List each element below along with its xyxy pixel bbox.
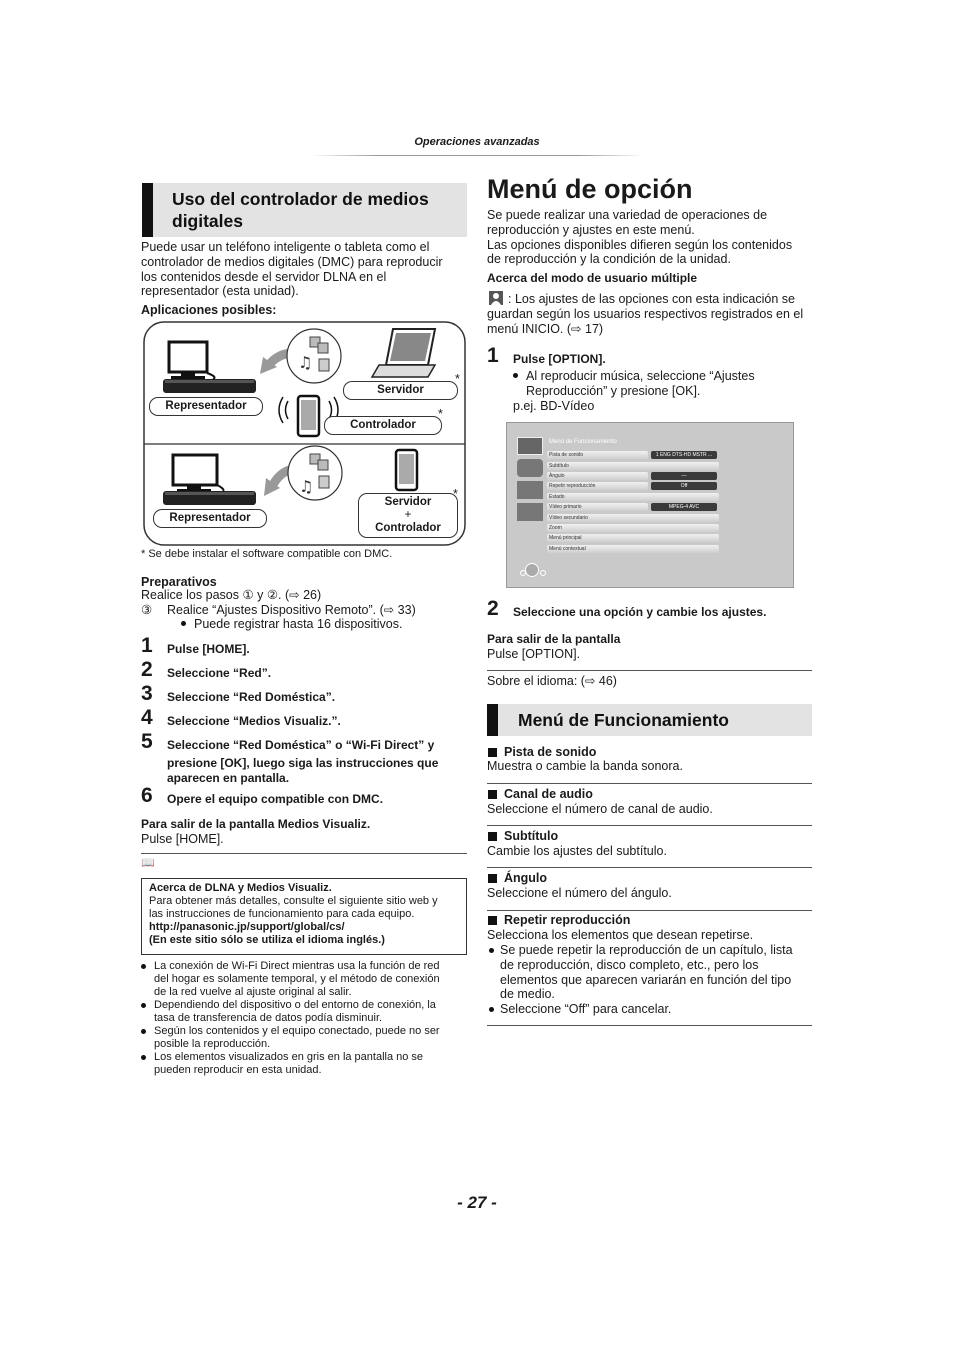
- item-title-text: Subtítulo: [504, 829, 559, 843]
- asterisk: *: [438, 407, 443, 421]
- banner-bar: [142, 183, 153, 237]
- asterisk: *: [453, 487, 458, 501]
- prep-bullet: [181, 617, 402, 632]
- section-header: Operaciones avanzadas: [414, 136, 540, 148]
- step-text: presione [OK], luego siga las instrucciones que: [167, 756, 439, 770]
- repeat-bullets: [487, 943, 817, 1017]
- box-lang-note: (En este sitio sólo se utiliza el idioma inglés.): [149, 934, 385, 946]
- item-desc: Cambie los ajustes del subtítulo.: [487, 844, 667, 858]
- bullet-text: Al reproducir música, seleccione “Ajustes: [526, 369, 755, 383]
- item-title: [488, 913, 630, 928]
- item-desc: Seleccione el número de canal de audio.: [487, 802, 713, 816]
- nav-dpad-icon: [525, 563, 539, 577]
- step-number: 5: [141, 730, 153, 753]
- item-title: [488, 787, 593, 802]
- divider: [487, 867, 812, 868]
- language-note: Sobre el idioma: (⇨ 46): [487, 674, 617, 688]
- screen-title: Menú de Funcionamiento: [549, 439, 617, 445]
- label-servidor: Servidor: [384, 496, 432, 508]
- support-url: http://panasonic.jp/support/global/cs/: [149, 921, 345, 933]
- example-label: p.ej. BD-Vídeo: [513, 399, 595, 413]
- book-icon: 📖: [141, 856, 155, 869]
- exit-text: Pulse [OPTION].: [487, 647, 581, 661]
- square-bullet: [488, 874, 497, 883]
- intro-line: reproducción y ajustes en este menú.: [487, 222, 695, 237]
- divider: [487, 783, 812, 784]
- square-bullet: [488, 790, 497, 799]
- divider: [141, 853, 467, 854]
- step-text: Pulse [HOME].: [167, 642, 250, 656]
- bullet-dot: [141, 1055, 146, 1060]
- note-line: de la red vuelve al ajuste original al salir.: [154, 986, 352, 998]
- step-text: Seleccione “Red”.: [167, 666, 272, 680]
- step-text: aparecen en pantalla.: [167, 771, 290, 785]
- step-number: 2: [487, 597, 499, 620]
- note-item: [141, 999, 471, 1025]
- playback-icon: [517, 437, 543, 455]
- note-item: [141, 960, 471, 999]
- side-icons: [517, 437, 543, 523]
- step-text: Seleccione “Red Doméstica”.: [167, 690, 336, 704]
- page-number: - 27 -: [457, 1193, 497, 1212]
- note-line: Los elementos visualizados en gris en la pantalla no se: [154, 1051, 424, 1063]
- note-line: pueden reproducir en esta unidad.: [154, 1064, 322, 1076]
- dmc-diagram: [143, 321, 466, 546]
- note-line: La conexión de Wi-Fi Direct mientras usa la función de red: [154, 960, 440, 972]
- intro-line: controlador de medios digitales (DMC) para reproducir: [141, 254, 443, 269]
- note-line: posible la reproducción.: [154, 1038, 271, 1050]
- bullet-dot: [141, 964, 146, 969]
- item-desc: Selecciona los elementos que desean repetirse.: [487, 928, 754, 942]
- box-line: Para obtener más detalles, consulte el siguiente sitio web y: [149, 895, 438, 907]
- exit-heading: Para salir de la pantalla: [487, 632, 621, 646]
- banner-title-line1: Uso del controlador de medios: [172, 189, 429, 209]
- menu-value: Off: [651, 482, 717, 490]
- intro-line: Las opciones disponibles difieren según los contenidos: [487, 237, 793, 252]
- prep-heading: Preparativos: [141, 575, 217, 589]
- notes-list: [141, 960, 471, 1077]
- header-divider: [310, 155, 645, 156]
- divider: [487, 1025, 812, 1026]
- menu-row[interactable]: Menú contextual: [547, 545, 719, 553]
- step-text: Opere el equipo compatible con DMC.: [167, 792, 384, 806]
- tv-icon: [169, 342, 207, 379]
- square-bullet: [488, 916, 497, 925]
- option-menu-screenshot: [506, 422, 794, 588]
- section-banner-menu: [487, 704, 812, 736]
- smartphone-icon: [396, 450, 417, 490]
- note-line: del hogar es solamente temporal, y el método de conexión: [154, 973, 440, 985]
- footnote: * Se debe instalar el software compatible con DMC.: [141, 548, 393, 560]
- multi-line: guardan según los usuarios respectivos registrados en el: [487, 306, 804, 321]
- apps-heading: Aplicaciones posibles:: [141, 303, 277, 317]
- divider: [487, 670, 812, 671]
- note-line: Según los contenidos y el equipo conectado, puede no ser: [154, 1025, 440, 1037]
- bullet-item: [487, 943, 817, 1002]
- label-representador-bottom: Representador: [153, 509, 267, 528]
- plus-sign: +: [404, 509, 412, 521]
- intro-line: Se puede realizar una variedad de operaciones de: [487, 208, 768, 222]
- note-line: Dependiendo del dispositivo o del entorno de conexión, la: [154, 999, 436, 1011]
- menu-row[interactable]: Ángulo: [547, 472, 648, 480]
- intro-line: de reproducción y la condición de la unidad.: [487, 252, 731, 267]
- step-number: 1: [141, 634, 153, 657]
- prep-step3-num: ③: [141, 603, 153, 617]
- menu-row[interactable]: Subtítulo: [547, 462, 719, 470]
- intro-line: Puede usar un teléfono inteligente o tableta como el: [141, 240, 430, 254]
- divider: [487, 825, 812, 826]
- bullet-line: Se puede repetir la reproducción de un capítulo, lista: [500, 943, 793, 957]
- section-banner-dmc: [142, 183, 467, 237]
- step-number: 1: [487, 344, 499, 367]
- asterisk: *: [455, 372, 460, 386]
- bullet-line: de reproducción, disco completo, etc., pero los: [500, 957, 759, 972]
- divider: [487, 910, 812, 911]
- menu-value: —: [651, 472, 717, 480]
- ok-icon: [520, 570, 526, 576]
- square-bullet: [488, 832, 497, 841]
- bullet-dot: [141, 1029, 146, 1034]
- label-servidor-controlador: [358, 493, 458, 538]
- note-item: [141, 1051, 471, 1077]
- smartphone-icon: [298, 396, 319, 436]
- menu-row[interactable]: Zoom: [547, 524, 719, 532]
- banner-title: Menú de Funcionamiento: [518, 710, 729, 730]
- bullet-dot: [141, 1003, 146, 1008]
- intro-line: representador (esta unidad).: [141, 284, 299, 299]
- note-item: [141, 1025, 471, 1051]
- step-number: 6: [141, 784, 153, 807]
- menu-value: MPEG-4 AVC: [651, 503, 717, 511]
- step-text: Seleccione “Medios Visualiz.”.: [167, 714, 341, 728]
- svg-text:♫: ♫: [299, 477, 314, 496]
- banner-title-line2: digitales: [172, 211, 243, 231]
- item-title-text: Ángulo: [504, 871, 548, 885]
- multi-line: menú INICIO. (⇨ 17): [487, 321, 604, 336]
- bullet-line: elementos que aparecen variarán en función del tipo: [500, 972, 792, 987]
- item-title-text: Repetir reproducción: [504, 913, 631, 927]
- settings-icon: [517, 503, 543, 521]
- menu-row[interactable]: Menú principal: [547, 534, 719, 542]
- exit-heading: Para salir de la pantalla Medios Visualiz.: [141, 817, 371, 831]
- square-bullet: [488, 748, 497, 757]
- menu-row[interactable]: Repetir reproducción: [547, 482, 648, 490]
- menu-value: 1 ENG DTS-HD MSTR ...: [651, 451, 717, 459]
- item-desc: Muestra o cambie la banda sonora.: [487, 759, 683, 773]
- audio-icon: [517, 459, 543, 477]
- box-line: las instrucciones de funcionamiento para cada equipo.: [149, 908, 415, 920]
- step-text: Seleccione “Red Doméstica” o “Wi-Fi Direct” y: [167, 738, 435, 752]
- menu-row[interactable]: Pista de sonido: [547, 451, 648, 459]
- bullet-line: Seleccione “Off” para cancelar.: [500, 1002, 672, 1017]
- label-controlador: Controlador: [375, 522, 441, 534]
- bullet-line: de medio.: [500, 987, 555, 1002]
- prep-step3: Realice “Ajustes Dispositivo Remoto”. (⇨ 33): [167, 603, 416, 617]
- step-number: 2: [141, 658, 153, 681]
- page-title: Menú de opción: [487, 174, 693, 204]
- step-text: Pulse [OPTION].: [513, 352, 606, 366]
- multi-user-text: [487, 292, 817, 336]
- step-number: 4: [141, 706, 153, 729]
- exit-text: Pulse [HOME].: [141, 832, 224, 846]
- return-icon: [540, 570, 546, 576]
- prep-bullet-text: Puede registrar hasta 16 dispositivos.: [194, 617, 403, 631]
- svg-text:♫: ♫: [298, 353, 313, 372]
- step-text: Seleccione una opción y cambie los ajustes.: [513, 605, 767, 619]
- bullet-dot: [489, 948, 494, 953]
- label-controlador-top: Controlador: [324, 416, 442, 435]
- prep-line: Realice los pasos ① y ②. (⇨ 26): [141, 588, 322, 602]
- item-title: [488, 829, 558, 844]
- menu-row[interactable]: Vídeo primario: [547, 503, 648, 511]
- step-number: 3: [141, 682, 153, 705]
- item-title-text: Pista de sonido: [504, 745, 597, 759]
- bullet-item: [487, 1002, 817, 1017]
- note-line: tasa de transferencia de datos podía disminuir.: [154, 1012, 383, 1024]
- step1-bullet-cont: Reproducción” y presione [OK].: [526, 384, 701, 398]
- banner-bar: [487, 704, 498, 736]
- dlna-info-box: [141, 878, 467, 955]
- menu-row[interactable]: Estado: [547, 493, 719, 501]
- menu-row[interactable]: Vídeo secundario: [547, 514, 719, 522]
- label-representador-top: Representador: [149, 397, 263, 416]
- music-icon: [517, 481, 543, 499]
- multi-line: : Los ajustes de las opciones con esta indicación se: [508, 292, 795, 306]
- item-title: [488, 745, 596, 760]
- bullet-dot: [513, 373, 518, 378]
- bullet-dot: [489, 1007, 494, 1012]
- tv-icon: [173, 455, 217, 492]
- label-servidor-top: Servidor: [343, 381, 458, 400]
- bullet-dot: [181, 621, 186, 626]
- item-title-text: Canal de audio: [504, 787, 593, 801]
- dmc-intro: [141, 240, 471, 299]
- box-title: Acerca de DLNA y Medios Visualiz.: [149, 882, 332, 894]
- item-desc: Seleccione el número del ángulo.: [487, 886, 672, 900]
- item-title: [488, 871, 547, 886]
- step1-bullet: [513, 369, 755, 384]
- multi-user-heading: Acerca del modo de usuario múltiple: [487, 271, 698, 285]
- option-intro: [487, 208, 817, 267]
- intro-line: los contenidos desde el servidor DLNA en el: [141, 269, 387, 284]
